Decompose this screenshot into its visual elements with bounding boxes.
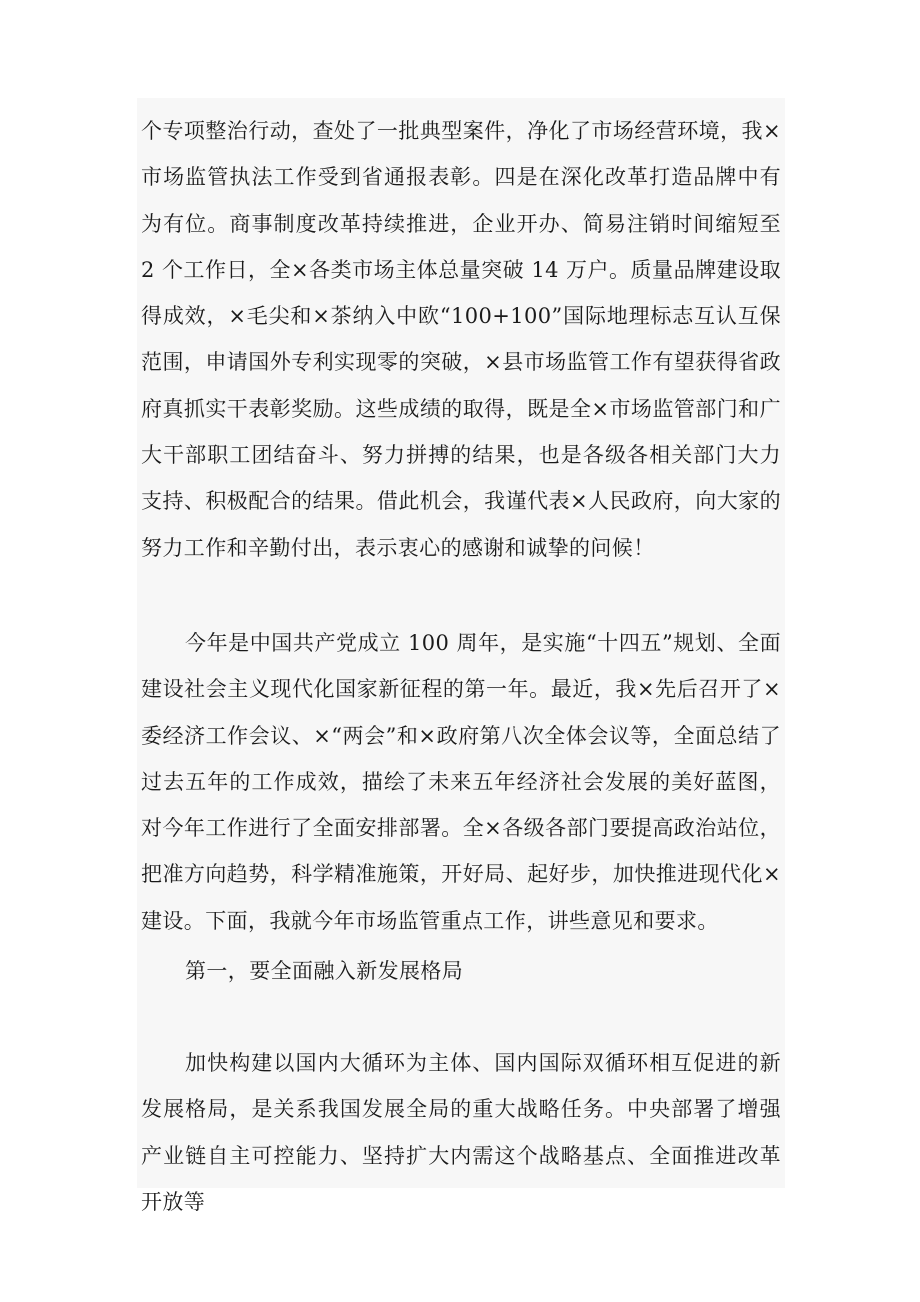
document-body bbox=[137, 98, 785, 1214]
paragraph-new-pattern: 加快构建以国内大循环为主体、国内国际双循环相互促进的新发展格局，是关系我国发展全局的重大战略任务。中央部署了增强产业链自主可控能力、坚持扩大内需这个战略基点、全面推进改革开放等 bbox=[141, 1051, 781, 1214]
paragraph-this-year: 今年是中国共产党成立 100 周年，是实施“十四五”规划、全面建设社会主义现代化国家新征程的第一年。最近，我×先后召开了×委经济工作会议、×“两会”和×政府第八次全体会议等，全面总结了过去五年的工作成效，描绘了未来五年经济社会发展的美好蓝图，对今年工作进行了全面安排部署。全×各级各部门要提高政治站位，把准方向趋势，科学精准施策，开好局、起好步，加快推进现代化×建设。下面，我就今年市场监管重点工作，讲些意见和要求。 bbox=[141, 631, 781, 933]
paragraph-achievements: 个专项整治行动，查处了一批典型案件，净化了市场经营环境，我×市场监管执法工作受到省通报表彰。四是在深化改革打造品牌中有为有位。商事制度改革持续推进，企业开办、简易注销时间缩短至 2 个工作日，全×各类市场主体总量突破 14 万户。质量品牌建设取得成效，×毛尖和×茶纳入中欧“100+100”国际地理标志互认互保范围，申请国外专利实现零的突破，×县市场监管工作有望获得省政府真抓实干表彰奖励。这些成绩的取得，既是全×市场监管部门和广大干部职工团结奋斗、努力拼搏的结果，也是各级各相关部门大力支持、积极配合的结果。借此机会，我谨代表×人民政府，向大家的努力工作和辛勤付出，表示衷心的感谢和诚挚的问候！ bbox=[141, 119, 781, 560]
section-heading-first: 第一，要全面融入新发展格局 bbox=[185, 959, 464, 983]
